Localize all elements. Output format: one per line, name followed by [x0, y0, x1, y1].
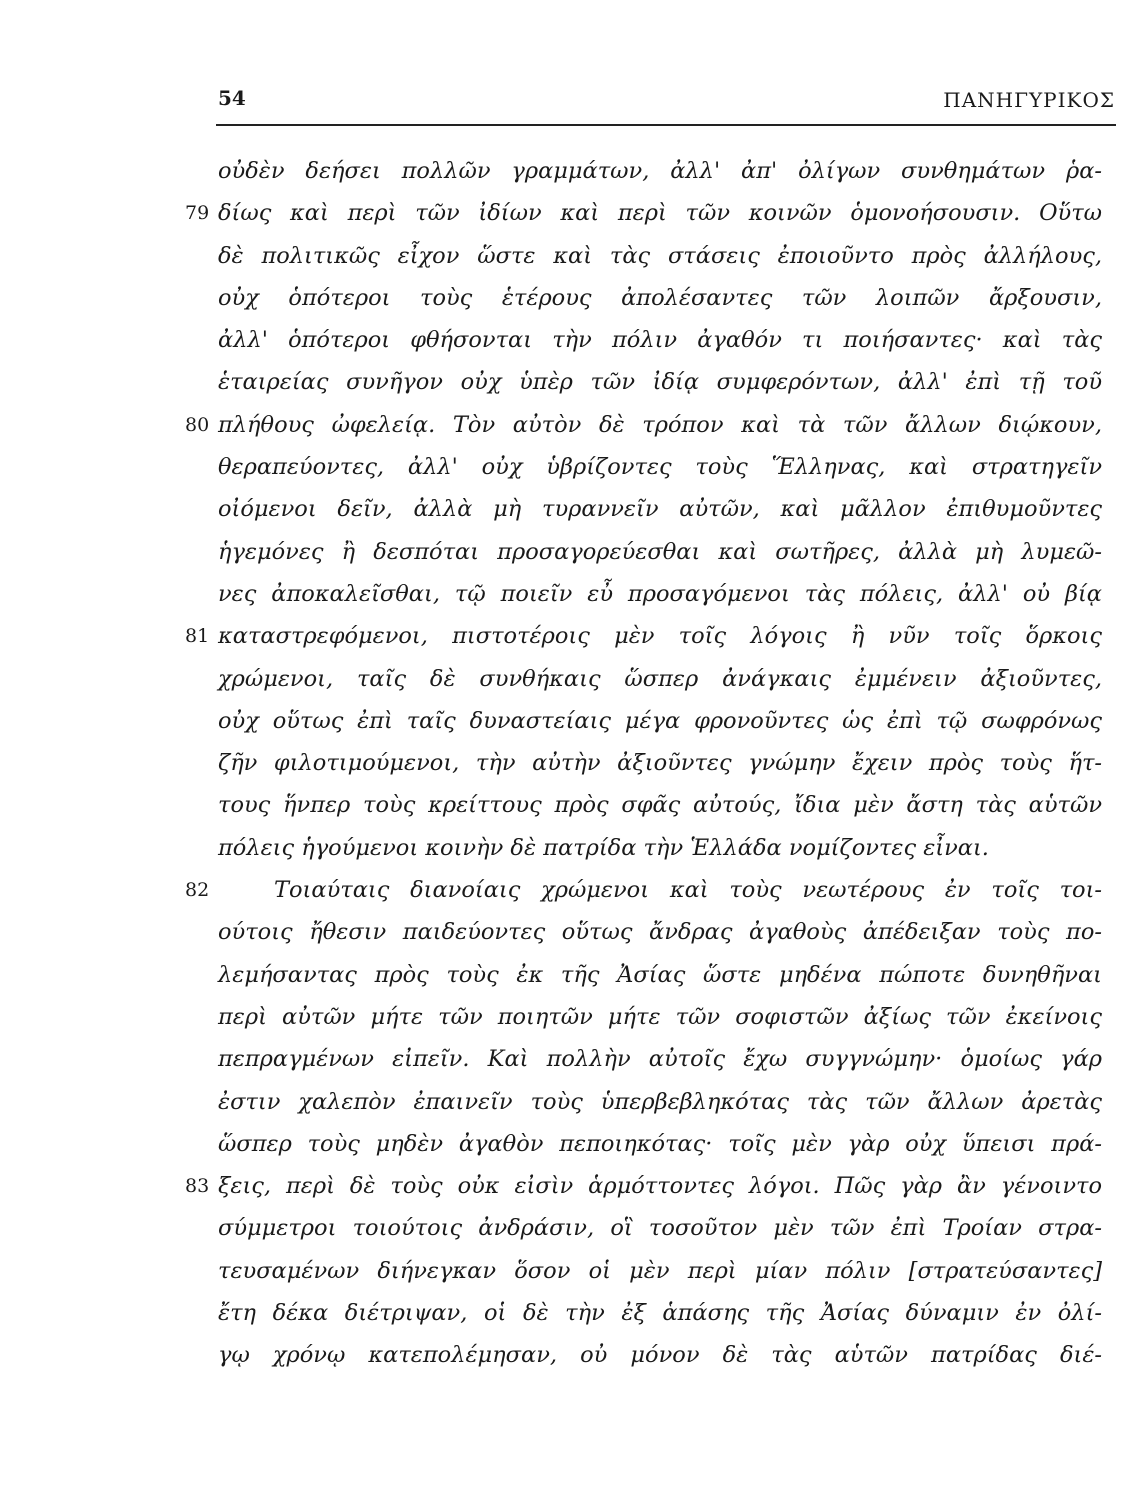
- text-line: [218, 784, 1102, 826]
- text-line: [218, 150, 1102, 192]
- text-line: [218, 996, 1102, 1038]
- line-text: οὐδὲν δεήσει πολλῶν γραμμάτων, ἀλλ' ἀπ' ὀλίγων συνθημάτων ῥα-: [218, 158, 1102, 184]
- text-line: [185, 192, 1102, 234]
- line-text: λεμήσαντας πρὸς τοὺς ἐκ τῆς Ἀσίας ὥστε μηδένα πώποτε δυνηθῆναι: [218, 961, 1102, 988]
- text-line: [218, 827, 1102, 869]
- section-number: 83: [185, 1175, 210, 1198]
- text-line: [218, 1038, 1102, 1080]
- line-text: θεραπεύοντες, ἀλλ' οὐχ ὑβρίζοντες τοὺς Ἕλληνας, καὶ στρατηγεῖν: [218, 454, 1102, 481]
- line-text: ἐστιν χαλεπὸν ἐπαινεῖν τοὺς ὑπερβεβληκότας τὰς τῶν ἄλλων ἀρετὰς: [218, 1088, 1102, 1115]
- text-line: [218, 1292, 1102, 1334]
- text-line: [218, 658, 1102, 700]
- text-line: [218, 700, 1102, 742]
- line-text: δὲ πολιτικῶς εἶχον ὥστε καὶ τὰς στάσεις ἐποιοῦντο πρὸς ἀλλήλους,: [218, 242, 1102, 269]
- line-text: σύμμετροι τοιούτοις ἀνδράσιν, οἳ τοσοῦτον μὲν τῶν ἐπὶ Τροίαν στρα-: [218, 1215, 1102, 1242]
- line-text: ἡγεμόνες ἢ δεσπόται προσαγορεύεσθαι καὶ σωτῆρες, ἀλλὰ μὴ λυμεῶ-: [218, 538, 1102, 565]
- line-text: χρώμενοι, ταῖς δὲ συνθήκαις ὥσπερ ἀνάγκαις ἐμμένειν ἀξιοῦντες,: [218, 665, 1102, 692]
- line-text: πλήθους ὠφελείᾳ. Τὸν αὐτὸν δὲ τρόπον καὶ τὰ τῶν ἄλλων διῴκουν,: [218, 411, 1102, 438]
- text-line: [218, 1081, 1102, 1123]
- text-line: [218, 573, 1102, 615]
- line-text: τευσαμένων διήνεγκαν ὅσον οἱ μὲν περὶ μίαν πόλιν [στρατεύσαντες]: [218, 1257, 1102, 1284]
- line-text: Τοιαύταις διανοίαις χρώμενοι καὶ τοὺς νεωτέρους ἐν τοῖς τοι-: [274, 877, 1102, 904]
- text-line: [218, 446, 1102, 488]
- line-text: οἰόμενοι δεῖν, ἀλλὰ μὴ τυραννεῖν αὐτῶν, καὶ μᾶλλον ἐπιθυμοῦντες: [218, 496, 1102, 523]
- line-text: καταστρεφόμενοι, πιστοτέροις μὲν τοῖς λόγοις ἢ νῦν τοῖς ὅρκοις: [218, 623, 1102, 650]
- running-title: ΠΑΝΗΓΥΡΙΚΟΣ: [943, 88, 1115, 112]
- line-text: τους ἥνπερ τοὺς κρείττους πρὸς σφᾶς αὐτούς, ἴδια μὲν ἄστη τὰς αὑτῶν: [218, 792, 1102, 819]
- text-line: [218, 531, 1102, 573]
- line-text: ὥσπερ τοὺς μηδὲν ἀγαθὸν πεποιηκότας· τοῖς μὲν γὰρ οὐχ ὕπεισι πρά-: [218, 1130, 1102, 1157]
- line-text: οὐχ ὁπότεροι τοὺς ἑτέρους ἀπολέσαντες τῶν λοιπῶν ἄρξουσιν,: [218, 284, 1102, 311]
- line-text: ἔτη δέκα διέτριψαν, οἱ δὲ τὴν ἐξ ἁπάσης τῆς Ἀσίας δύναμιν ἐν ὀλί-: [218, 1300, 1102, 1327]
- line-text: δίως καὶ περὶ τῶν ἰδίων καὶ περὶ τῶν κοινῶν ὁμονοήσουσιν. Οὕτω: [218, 200, 1102, 227]
- greek-text-block: [185, 150, 1102, 1377]
- text-line: [218, 319, 1102, 361]
- text-line: [218, 1334, 1102, 1376]
- text-line: [218, 235, 1102, 277]
- text-line: [185, 404, 1102, 446]
- text-line: [218, 1123, 1102, 1165]
- line-text: ζῆν φιλοτιμούμενοι, τὴν αὐτὴν ἀξιοῦντες γνώμην ἔχειν πρὸς τοὺς ἥτ-: [218, 750, 1102, 777]
- line-text: οὐχ οὕτως ἐπὶ ταῖς δυναστείαις μέγα φρονοῦντες ὡς ἐπὶ τῷ σωφρόνως: [218, 707, 1102, 734]
- text-line: [185, 1165, 1102, 1207]
- text-line: [218, 1207, 1102, 1249]
- section-number: 80: [185, 413, 210, 436]
- text-line: [218, 742, 1102, 784]
- line-text: περὶ αὐτῶν μήτε τῶν ποιητῶν μήτε τῶν σοφιστῶν ἀξίως τῶν ἐκείνοις: [218, 1003, 1102, 1030]
- line-text: ούτοις ἤθεσιν παιδεύοντες οὕτως ἄνδρας ἀγαθοὺς ἀπέδειξαν τοὺς πο-: [218, 919, 1102, 946]
- text-line: [185, 615, 1102, 657]
- line-text: πεπραγμένων εἰπεῖν. Καὶ πολλὴν αὐτοῖς ἔχω συγγνώμην· ὁμοίως γάρ: [218, 1046, 1102, 1073]
- section-number: 81: [185, 625, 210, 648]
- line-text: ἀλλ' ὁπότεροι φθήσονται τὴν πόλιν ἀγαθόν τι ποιήσαντες· καὶ τὰς: [218, 327, 1102, 354]
- text-line: [185, 869, 1102, 911]
- line-text: ξεις, περὶ δὲ τοὺς οὐκ εἰσὶν ἁρμόττοντες λόγοι. Πῶς γὰρ ἂν γένοιντο: [218, 1173, 1102, 1200]
- line-text: ἑταιρείας συνῆγον οὐχ ὑπὲρ τῶν ἰδίᾳ συμφερόντων, ἀλλ' ἐπὶ τῇ τοῦ: [218, 369, 1102, 396]
- header-rule: [216, 124, 1116, 126]
- line-text: πόλεις ἡγούμενοι κοινὴν δὲ πατρίδα τὴν Ἑλλάδα νομίζοντες εἶναι.: [218, 834, 989, 861]
- text-line: [218, 911, 1102, 953]
- line-text: νες ἀποκαλεῖσθαι, τῷ ποιεῖν εὖ προσαγόμενοι τὰς πόλεις, ἀλλ' οὐ βίᾳ: [218, 580, 1102, 607]
- text-line: [218, 361, 1102, 403]
- text-line: [218, 954, 1102, 996]
- text-line: [218, 277, 1102, 319]
- section-number: 82: [185, 879, 210, 902]
- section-number: 79: [185, 202, 210, 225]
- text-line: [218, 1250, 1102, 1292]
- line-text: γῳ χρόνῳ κατεπολέμησαν, οὐ μόνον δὲ τὰς αὑτῶν πατρίδας διέ-: [218, 1342, 1102, 1369]
- page-number: 54: [218, 86, 246, 110]
- text-line: [218, 488, 1102, 530]
